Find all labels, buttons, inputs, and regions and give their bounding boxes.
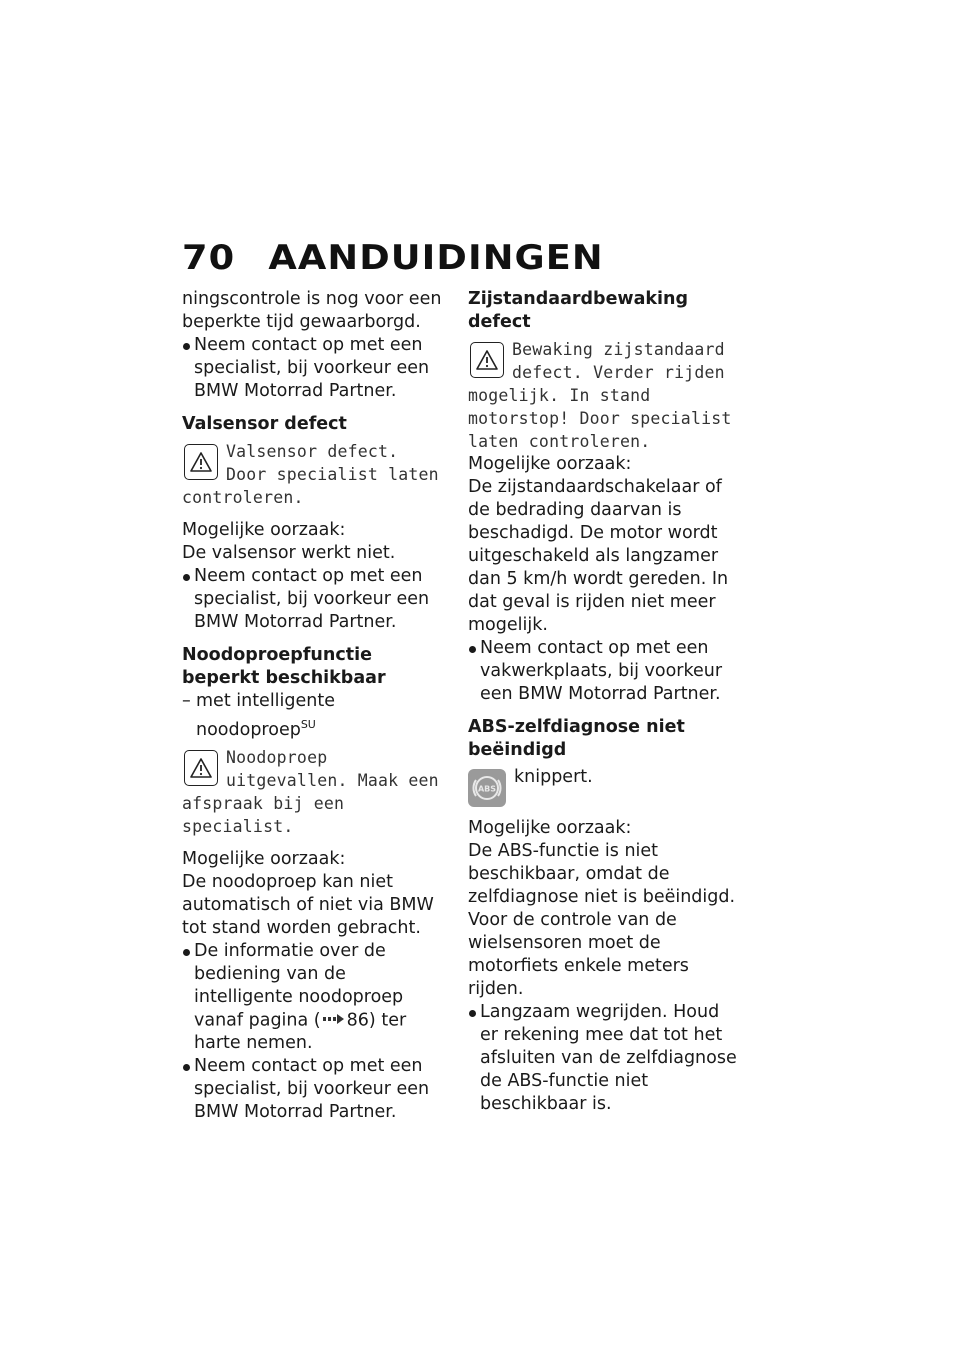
noodoproep-dash-sup: SU (300, 718, 316, 731)
valsensor-cause-label: Mogelijke oorzaak: (182, 520, 346, 540)
intro-bullet: Neem contact op met een specialist, bij voorkeur een BMW Motorrad Partner. (182, 334, 444, 403)
noodoproep-page-ref[interactable]: 86) (346, 1010, 376, 1031)
intro-text: ningscontrole is nog voor een beperkte tijd gewaarborgd. (182, 289, 442, 332)
warning-triangle-icon (184, 444, 218, 480)
right-column (468, 288, 738, 1116)
zijstand-bullet: Neem contact op met een vakwerkplaats, bij voorkeur een BMW Motorrad Partner. (468, 637, 738, 706)
abs-indicator-block (468, 766, 738, 807)
valsensor-message: Valsensor defect. Door specialist laten controleren. (182, 442, 439, 507)
zijstand-cause: De zijstandaardschakelaar of de bedrading daarvan is beschadigd. De motor wordt uitgeschakeld als langzamer dan 5 km/h wordt gereden. In dat geval is rijden niet meer mogelijk. (468, 477, 729, 635)
noodoproep-message: Noodoproep uitgevallen. Maak een afspraak bij een specialist. (182, 747, 439, 836)
page-reference-arrow-icon (323, 1009, 345, 1032)
abs-heading: ABS-zelfdiagnose niet beëindigd (468, 717, 685, 760)
valsensor-message-block (182, 440, 444, 509)
noodoproep-cause: De noodoproep kan niet automatisch of niet via BMW tot stand worden gebracht. (182, 871, 434, 938)
left-column (182, 288, 444, 1124)
valsensor-heading: Valsensor defect (182, 414, 347, 434)
warning-triangle-icon (470, 342, 504, 378)
abs-bullet: Langzaam wegrijden. Houd er rekening mee dat tot het afsluiten van de zelfdiagnose de ABS-functie niet beschikbaar is. (468, 1001, 738, 1116)
abs-cause-label: Mogelijke oorzaak: (468, 818, 632, 838)
noodoproep-bullet-1 (182, 940, 444, 1056)
abs-indicator-state: knippert. (514, 767, 593, 787)
valsensor-cause: De valsensor werkt niet. (182, 543, 396, 563)
noodoproep-bullet-1-post: ter harte nemen. (194, 1010, 407, 1054)
abs-icon-text: ABS (477, 784, 497, 794)
noodoproep-dash-item (182, 690, 444, 742)
abs-cause: De ABS-functie is niet beschikbaar, omdat de zelfdiagnose niet is beëindigd. Voor de controle van de wielsensoren moet de motorfiets enkele meters rijden. (468, 841, 736, 999)
noodoproep-bullet-2: Neem contact op met een specialist, bij voorkeur een BMW Motorrad Partner. (182, 1055, 444, 1124)
zijstand-cause-label: Mogelijke oorzaak: (468, 454, 632, 474)
page-header (182, 238, 604, 278)
page-title: AANDUIDINGEN (268, 238, 604, 278)
zijstand-message: Bewaking zijstandaard defect. Verder rijden mogelijk. In stand motorstop! Door specialist laten controleren. (468, 340, 732, 451)
noodoproep-message-block (182, 746, 444, 838)
valsensor-bullet: Neem contact op met een specialist, bij voorkeur een BMW Motorrad Partner. (182, 565, 444, 634)
noodoproep-heading: Noodoproepfunctie beperkt beschikbaar (182, 645, 386, 688)
page-number: 70 (182, 238, 236, 278)
noodoproep-cause-label: Mogelijke oorzaak: (182, 848, 346, 869)
noodoproep-dash-text: met intelligente noodoproep (196, 691, 336, 740)
zijstand-heading: Zijstandaardbewaking defect (468, 289, 689, 332)
noodoproep-bullet-1-text: De informatie over de bediening van de intelligente noodoproep vanaf pagina ( (194, 940, 404, 1031)
abs-warning-light-icon (468, 769, 506, 807)
zijstand-message-block (468, 338, 738, 453)
warning-triangle-icon (184, 750, 218, 786)
